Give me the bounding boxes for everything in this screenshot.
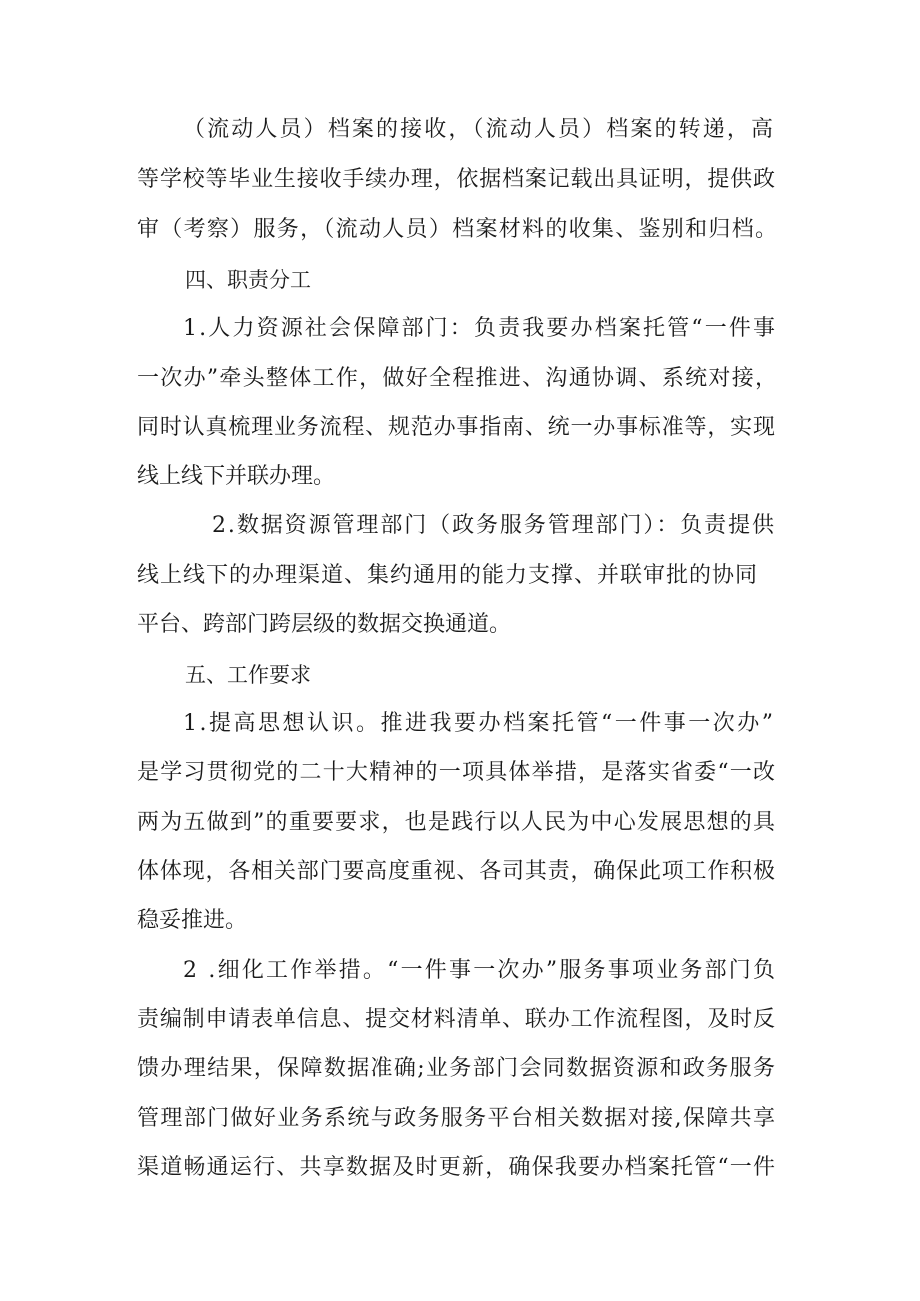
paragraph-line: 1.提高思想认识。推进我要办档案托管“一件事一次办” xyxy=(183,711,776,736)
paragraph-line: 审（考察）服务，（流动人员）档案材料的收集、鉴别和归档。 xyxy=(137,217,779,242)
paragraph-line: 两为五做到”的重要要求，也是践行以人民为中心发展思想的具 xyxy=(137,810,777,835)
paragraph-line: 一次办”牵头整体工作，做好全程推进、沟通协调、系统对接， xyxy=(137,366,779,391)
paragraph-line: 2 .细化工作举措。“一件事一次办”服务事项业务部门负 xyxy=(183,958,778,983)
paragraph-line: 2.数据资源管理部门（政务服务管理部门）：负责提供 xyxy=(212,513,776,538)
paragraph-line: 平台、跨部门跨层级的数据交换通道。 xyxy=(137,612,512,637)
paragraph-line: 责编制申请表单信息、提交材料清单、联办工作流程图，及时反 xyxy=(137,1007,776,1032)
section-heading: 四、职责分工 xyxy=(185,268,311,292)
paragraph-line: 管理部门做好业务系统与政务服务平台相关数据对接,保障共享 xyxy=(137,1106,777,1131)
paragraph-line: 体体现，各相关部门要高度重视、各司其责，确保此项工作积极 xyxy=(137,859,776,884)
paragraph-line: 1.人力资源社会保障部门：负责我要办档案托管“一件事 xyxy=(183,316,778,341)
paragraph-line: 是学习贯彻党的二十大精神的一项具体举措，是落实省委“一改 xyxy=(137,760,777,785)
paragraph-line: 等学校等毕业生接收手续办理，依据档案记载出具证明，提供政 xyxy=(137,167,776,192)
paragraph-line: 稳妥推进。 xyxy=(137,908,248,933)
paragraph-line: 线上线下并联办理。 xyxy=(137,464,336,489)
section-heading: 五、工作要求 xyxy=(185,663,311,687)
paragraph-line: 馈办理结果，保障数据准确;业务部门会同数据资源和政务服务 xyxy=(137,1056,777,1081)
paragraph-line: 线上线下的办理渠道、集约通用的能力支撑、并联审批的协同 xyxy=(137,563,758,588)
paragraph-line: 同时认真梳理业务流程、规范办事指南、统一办事标准等，实现 xyxy=(137,415,776,440)
paragraph-line: （流动人员）档案的接收，（流动人员）档案的转递，高 xyxy=(183,117,776,142)
paragraph-line: 渠道畅通运行、共享数据及时更新，确保我要办档案托管“一件 xyxy=(137,1155,777,1180)
